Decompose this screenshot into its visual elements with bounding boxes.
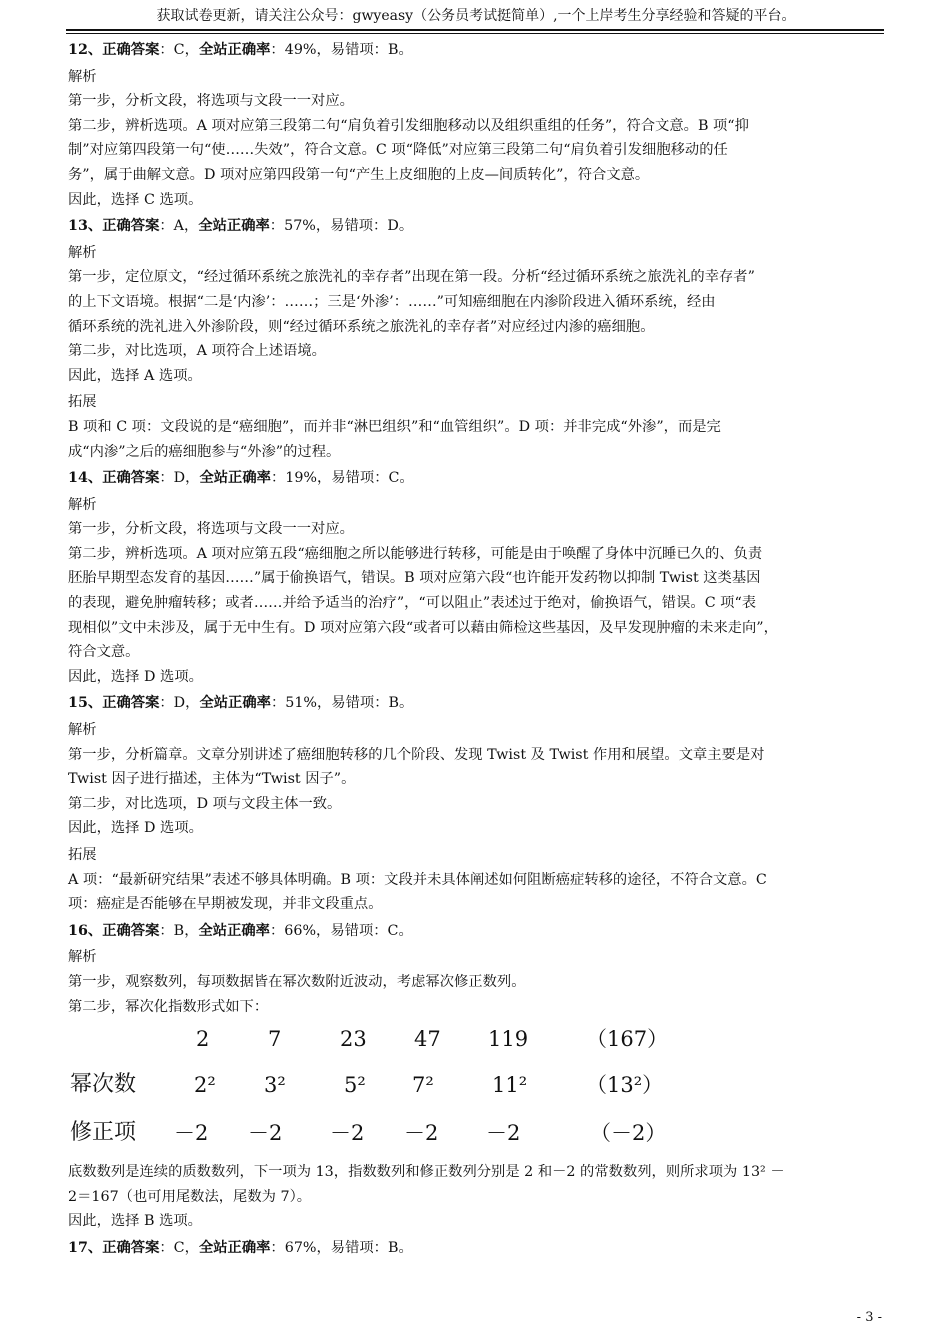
answer-value: ：B，: [159, 922, 199, 939]
paragraph-line: 第二步，辨析选项。A 项对应第三段第二句“肩负着引发细胞移动以及组织重组的任务”，符合文意。B 项“抑: [68, 117, 749, 134]
rate-value: ：19%，易错项：C。: [270, 470, 414, 487]
rate-label: 全站正确率: [198, 922, 270, 939]
answer-value: ：C，: [159, 1239, 199, 1256]
question-15-answer-line: [68, 691, 886, 716]
table-cell: 119: [488, 1027, 529, 1052]
rate-value: ：49%，易错项：B。: [270, 42, 413, 58]
paragraph-line: 成“内渗”之后的癌细胞参与“外渗”的过程。: [68, 443, 341, 460]
paragraph-line: 第二步，幂次化指数形式如下：: [68, 998, 269, 1015]
table-cell: （167）: [586, 1027, 669, 1052]
table-cell: 7²: [412, 1073, 434, 1098]
header-rule-thick: [66, 29, 884, 31]
paragraph-line: 现相似”文中未涉及，属于无中生有。D 项对应第六段“或者可以藉由筛检这些基因，及早发现肿瘤的未来走向”，: [68, 619, 778, 636]
analysis-heading: 解析: [68, 68, 97, 85]
paragraph-line: A 项：“最新研究结果”表述不够具体明确。B 项：文段并未具体阐述如何阻断癌症转移的途径，不符合文意。C: [68, 871, 767, 888]
table-cell: －2: [404, 1121, 439, 1146]
question-12-answer-line: [68, 38, 886, 63]
paragraph-line: 因此，选择 A 选项。: [68, 367, 202, 384]
answer-explanations: [68, 38, 886, 1261]
paragraph-line: 第一步，分析篇章。文章分别讲述了癌细胞转移的几个阶段、发现 Twist 及 Twist 作用和展望。文章主要是对: [68, 746, 765, 763]
rate-label: 全站正确率: [198, 1239, 271, 1256]
question-number: 17、: [68, 1239, 103, 1256]
table-row-powers: [68, 1073, 886, 1103]
table-cell: －2: [486, 1121, 521, 1146]
table-cell: 7: [268, 1027, 282, 1052]
paragraph-line: 因此，选择 B 选项。: [68, 1213, 202, 1230]
answer-label: 正确答案: [102, 470, 160, 487]
rate-value: ：51%，易错项：B。: [270, 695, 414, 712]
paragraph-line: 符合文意。: [68, 644, 140, 661]
paragraph-line: 底数数列是连续的质数数列，下一项为 13，指数数列和修正数列分别是 2 和－2 的常数数列，则所求项为 13² －: [68, 1164, 785, 1181]
table-cell: －2: [330, 1121, 365, 1146]
answer-label: 正确答案: [102, 1239, 160, 1256]
answer-label: 正确答案: [102, 42, 160, 58]
answer-value: ：A，: [159, 218, 199, 235]
question-number: 15、: [68, 695, 103, 712]
extension-heading: 拓展: [68, 847, 97, 863]
table-cell: （13²）: [586, 1073, 664, 1098]
table-cell: 11²: [492, 1073, 528, 1098]
question-13-answer-line: [68, 214, 886, 239]
table-cell: 2: [196, 1027, 210, 1052]
question-16-answer-line: [68, 919, 886, 944]
rate-value: ：66%，易错项：C。: [269, 922, 413, 939]
header-rule-thin: [66, 33, 884, 34]
extension-heading: 拓展: [68, 394, 97, 411]
paragraph-line: 胚胎早期型态发育的基因……”属于偷换语气，错误。B 项对应第六段“也许能开发药物以抑制 Twist 这类基因: [68, 570, 761, 587]
table-cell: 47: [414, 1027, 441, 1052]
paragraph-line: 务”，属于曲解文意。D 项对应第四段第一句“产生上皮细胞的上皮—间质转化”，符合文意。: [68, 166, 650, 183]
table-cell: －2: [248, 1121, 283, 1146]
table-row-label: 幂次数: [70, 1072, 137, 1098]
paragraph-line: 2＝167（也可用尾数法，尾数为 7）。: [68, 1188, 312, 1205]
table-cell: （－2）: [590, 1121, 667, 1146]
table-row-values: [68, 1027, 886, 1057]
table-cell: 3²: [264, 1073, 286, 1098]
question-17-answer-line: [68, 1236, 886, 1261]
paragraph-line: 第二步，对比选项，A 项符合上述语境。: [68, 343, 326, 360]
paragraph-line: 项：癌症是否能够在早期被发现，并非文段重点。: [68, 896, 383, 913]
paragraph-line: 的表现，避免肿瘤转移；或者……并给予适当的治疗”，“可以阻止”表述过于绝对，偷换语气，错误。C 项“表: [68, 595, 757, 612]
paragraph-line: 的上下文语境。根据“二是‘内渗’：……；三是‘外渗’：……”可知癌细胞在内渗阶段进入循环系统，经由: [68, 293, 716, 310]
answer-label: 正确答案: [102, 695, 160, 712]
paragraph-line: B 项和 C 项：文段说的是“癌细胞”，而并非“淋巴组织”和“血管组织”。D 项：并非完成“外渗”，而是完: [68, 418, 721, 435]
paragraph-line: 第一步，分析文段，将选项与文段一一对应。: [68, 521, 354, 538]
paragraph-line: 因此，选择 D 选项。: [68, 668, 203, 685]
question-number: 16、: [68, 922, 103, 939]
table-cell: －2: [174, 1121, 209, 1146]
rate-label: 全站正确率: [199, 695, 271, 712]
paragraph-line: 制”对应第四段第一句“使……失效”，符合文意。C 项“降低”对应第三段第二句“肩负着引发细胞移动的任: [68, 142, 728, 159]
answer-value: ：C，: [159, 42, 199, 58]
page-number: - 3 -: [856, 1310, 882, 1325]
table-row-corrections: [68, 1121, 886, 1151]
table-cell: 2²: [194, 1073, 216, 1098]
table-cell: 23: [340, 1027, 367, 1052]
question-number: 14、: [68, 470, 103, 487]
rate-value: ：67%，易错项：B。: [270, 1239, 413, 1256]
analysis-heading: 解析: [68, 949, 97, 966]
answer-label: 正确答案: [102, 922, 160, 939]
analysis-heading: 解析: [68, 496, 97, 513]
paragraph-line: 因此，选择 D 选项。: [68, 820, 203, 837]
rate-label: 全站正确率: [198, 218, 270, 235]
table-row-label: 修正项: [70, 1120, 137, 1146]
answer-value: ：D，: [159, 695, 200, 712]
question-number: 12、: [68, 42, 103, 58]
paragraph-line: 第一步，定位原文，“经过循环系统之旅洗礼的幸存者”出现在第一段。分析“经过循环系统之旅洗礼的幸存者”: [68, 269, 755, 286]
power-series-table: [68, 1021, 886, 1156]
rate-label: 全站正确率: [198, 42, 271, 58]
question-14-answer-line: [68, 466, 886, 491]
page-header: 获取试卷更新，请关注公众号：gwyeasy（公务员考试挺简单）,一个上岸考生分享经验和答疑的平台。: [156, 8, 796, 24]
paragraph-line: 第二步，辨析选项。A 项对应第五段“癌细胞之所以能够进行转移，可能是由于唤醒了身体中沉睡已久的、负责: [68, 545, 763, 562]
answer-label: 正确答案: [102, 218, 160, 235]
rate-label: 全站正确率: [199, 470, 271, 487]
paragraph-line: 第二步，对比选项，D 项与文段主体一致。: [68, 795, 342, 812]
table-cell: 5²: [344, 1073, 366, 1098]
paragraph-line: 第一步，观察数列，每项数据皆在幂次数附近波动，考虑幂次修正数列。: [68, 973, 526, 990]
paragraph-line: 第一步，分析文段，将选项与文段一一对应。: [68, 93, 354, 110]
rate-value: ：57%，易错项：D。: [269, 218, 414, 235]
paragraph-line: Twist 因子进行描述，主体为“Twist 因子”。: [68, 771, 356, 788]
paragraph-line: 循环系统的洗礼进入外渗阶段，则“经过循环系统之旅洗礼的幸存者”对应经过内渗的癌细胞。: [68, 318, 655, 335]
answer-value: ：D，: [159, 470, 200, 487]
question-number: 13、: [68, 218, 103, 235]
analysis-heading: 解析: [68, 244, 97, 261]
paragraph-line: 因此，选择 C 选项。: [68, 191, 203, 208]
analysis-heading: 解析: [68, 722, 97, 739]
